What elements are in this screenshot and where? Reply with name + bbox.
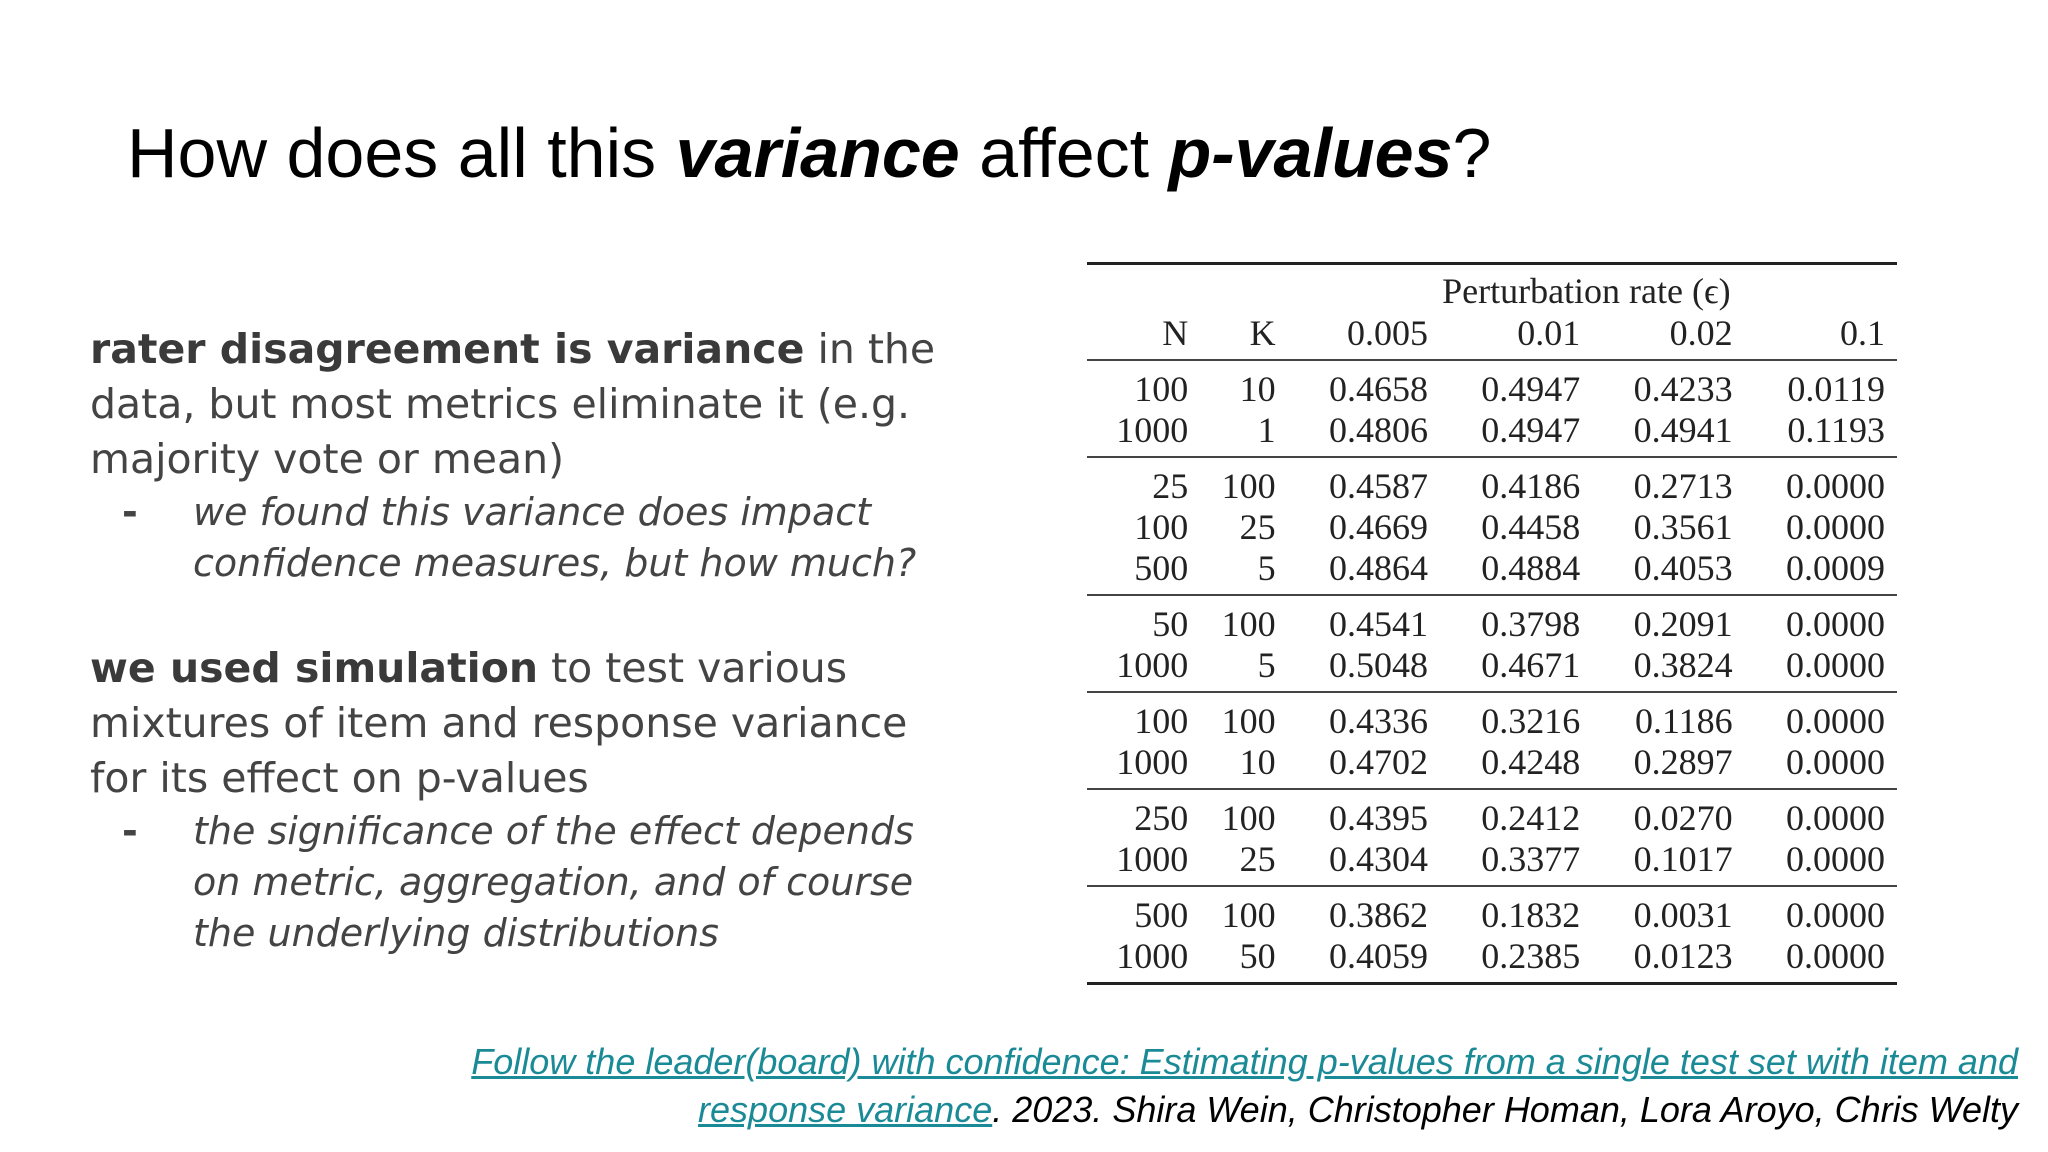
table-cell: 50 [1200,935,1287,984]
table-cell: 5 [1200,644,1287,692]
table-cell: 0.1832 [1481,895,1581,935]
bullet-dash: - [122,809,138,853]
table-cell: 0.4336 [1328,701,1428,741]
table-cell: 0.1186 [1634,701,1733,741]
table-cell: 0.3798 [1481,604,1581,644]
table-cell: 5 [1200,547,1287,595]
table-cell: 0.4671 [1440,644,1592,692]
table-row [1087,692,1897,741]
table-cell: 0.2412 [1481,798,1581,838]
column-header: 0.01 [1440,313,1592,360]
table-cell: 100 [1134,701,1189,741]
results-table-container [1087,262,1897,985]
table-cell: 0.1017 [1592,838,1744,886]
table-row [1087,547,1897,595]
table-cell: 0.2897 [1592,741,1744,789]
citation-authors: . 2023. Shira Wein, Christopher Homan, Lora Aroyo, Chris Welty [992,1089,2018,1130]
bold-phrase: we used simulation [90,644,539,692]
table-cell: 10 [1200,741,1287,789]
table-cell: 0.3377 [1440,838,1592,886]
slide-title [127,108,1491,198]
table-row [1087,360,1897,409]
table-cell: 100 [1221,604,1276,644]
bold-phrase: rater disagreement is variance [90,325,805,373]
table-cell: 100 [1221,895,1276,935]
column-header: 0.1 [1745,313,1897,360]
table-cell: 100 [1221,798,1276,838]
table-cell: 500 [1087,547,1200,595]
table-row [1087,789,1897,838]
table-cell: 0.4186 [1481,466,1581,506]
table-cell: 0.0000 [1786,466,1885,506]
table-cell: 0.4669 [1328,507,1428,547]
table-row-group [1087,360,1897,457]
table-cell: 0.4941 [1592,409,1744,457]
table-cell: 0.3216 [1481,701,1581,741]
table-cell: 0.0270 [1633,798,1733,838]
table-row [1087,595,1897,644]
table-row-group [1087,789,1897,886]
column-header: N [1087,313,1200,360]
table-cell: 0.0000 [1745,935,1897,984]
table-row [1087,935,1897,984]
table-cell: 0.2713 [1633,466,1733,506]
title-text: affect [959,114,1169,192]
table-row [1087,886,1897,935]
paragraph-simulation [90,641,950,806]
table-cell: 100 [1221,701,1276,741]
table-cell: 10 [1239,369,1276,409]
bullet-text: we found this variance does impact confidence measures, but how much? [193,490,917,585]
table-cell: 0.1193 [1745,409,1897,457]
table-row [1087,741,1897,789]
table-row [1087,838,1897,886]
paragraph-text: in the data, but most metrics eliminate it (e.g. majority vote or mean) [90,325,936,483]
table-row-group [1087,595,1897,692]
table-cell: 0.0000 [1745,838,1897,886]
table-cell: 0.5048 [1288,644,1440,692]
table-cell: 0.4864 [1288,547,1440,595]
title-emphasis-variance: variance [675,114,960,192]
table-cell: 0.4541 [1328,604,1428,644]
table-cell: 0.0119 [1787,369,1885,409]
table-cell: 250 [1134,798,1189,838]
citation [471,1038,2018,1134]
table-cell: 0.4458 [1481,507,1581,547]
table-row [1087,506,1897,547]
table-cell: 1000 [1087,838,1200,886]
paper-link[interactable]: Follow the leader(board) with confidence: Estimating p-values from a single test set with item and [471,1041,2018,1082]
table-cell: 0.4658 [1328,369,1428,409]
table-cell: 0.3561 [1633,507,1733,547]
results-table [1087,262,1897,985]
table-row-group [1087,886,1897,984]
table-cell: 0.0000 [1786,701,1885,741]
bullet-item [90,487,950,589]
column-header: 0.005 [1288,313,1440,360]
table-cell: 0.4947 [1440,409,1592,457]
column-header: 0.02 [1592,313,1744,360]
table-cell: 25 [1239,507,1276,547]
title-text: ? [1452,114,1492,192]
bullet-text: the significance of the effect depends on metric, aggregation, and of course the underlying distributions [193,809,914,955]
table-cell: 0.4053 [1592,547,1744,595]
table-cell: 1000 [1087,409,1200,457]
table-row [1087,457,1897,506]
bullet-dash: - [122,490,138,534]
table-cell: 0.0009 [1745,547,1897,595]
table-cell: 0.4884 [1440,547,1592,595]
table-cell: 1000 [1087,741,1200,789]
table-cell: 1000 [1087,644,1200,692]
table-cell: 0.3862 [1328,895,1428,935]
table-cell: 0.4248 [1440,741,1592,789]
table-cell: 0.0031 [1633,895,1733,935]
table-cell: 0.2385 [1440,935,1592,984]
table-cell: 0.4059 [1288,935,1440,984]
table-cell: 0.0000 [1745,741,1897,789]
table-cell: 0.0000 [1786,798,1885,838]
title-text: How does all this [127,114,676,192]
table-row [1087,644,1897,692]
paragraph-text: to test various mixtures of item and response variance for its effect on p-values [90,644,908,802]
table-cell: 100 [1221,466,1276,506]
paper-link[interactable]: response variance [698,1089,993,1130]
table-cell: 0.4806 [1288,409,1440,457]
table-cell: 50 [1152,604,1189,644]
table-cell: 0.4395 [1328,798,1428,838]
table-row-group [1087,457,1897,595]
bullet-item [90,806,950,959]
paragraph-rater-disagreement [90,322,950,487]
table-cell: 0.3824 [1592,644,1744,692]
table-cell: 1000 [1087,935,1200,984]
body-text [90,322,950,959]
perturbation-rate-header: Perturbation rate (ϵ) [1442,271,1731,311]
table-cell: 0.0000 [1745,644,1897,692]
table-cell: 0.4587 [1328,466,1428,506]
table-row [1087,409,1897,457]
table-cell: 100 [1134,369,1189,409]
table-cell: 25 [1200,838,1287,886]
table-row-group [1087,692,1897,789]
title-emphasis-p-values: p-values [1168,114,1453,192]
table-cell: 0.0000 [1786,507,1885,547]
table-cell: 100 [1134,507,1189,547]
table-cell: 0.2091 [1633,604,1733,644]
table-cell: 0.0000 [1786,895,1885,935]
table-cell: 0.4233 [1633,369,1733,409]
table-cell: 0.0000 [1786,604,1885,644]
column-header: K [1200,313,1287,360]
table-cell: 0.0123 [1592,935,1744,984]
table-cell: 0.4702 [1288,741,1440,789]
table-cell: 500 [1134,895,1189,935]
table-cell: 1 [1200,409,1287,457]
table-cell: 0.4947 [1481,369,1581,409]
table-cell: 25 [1152,466,1189,506]
table-cell: 0.4304 [1288,838,1440,886]
